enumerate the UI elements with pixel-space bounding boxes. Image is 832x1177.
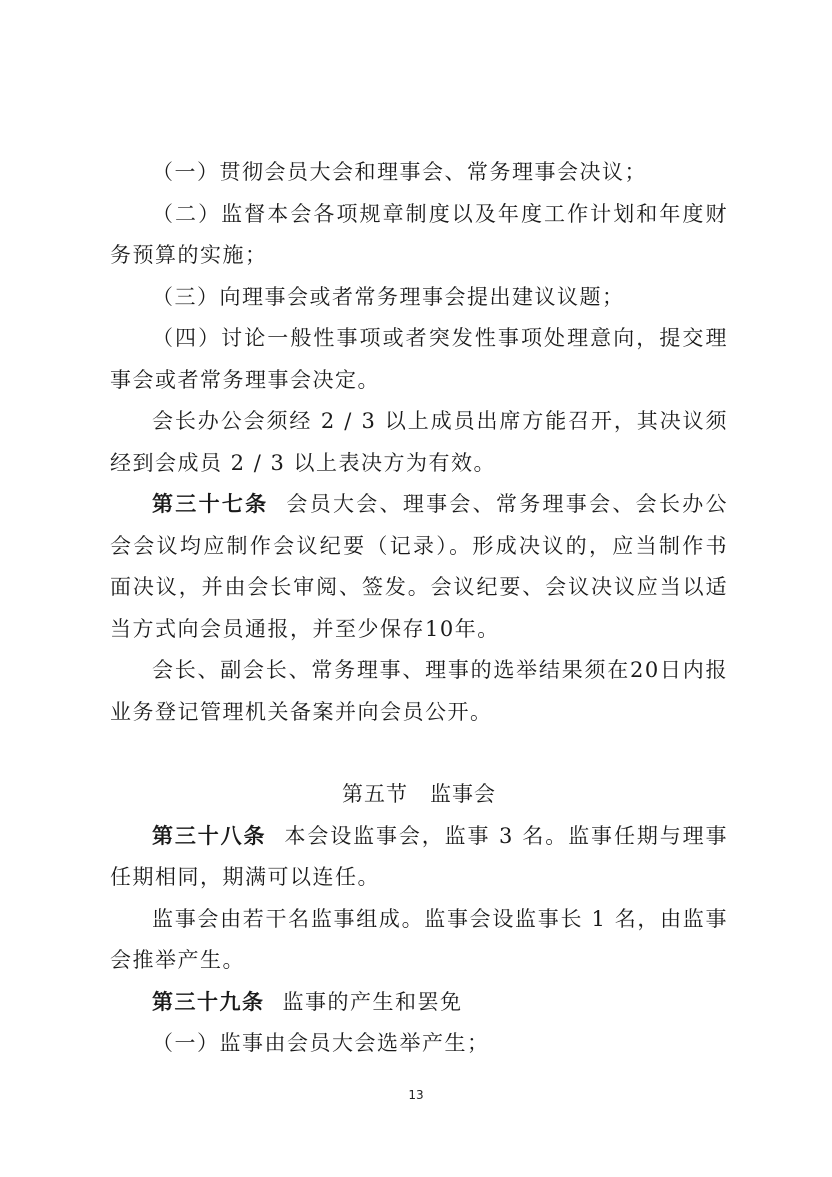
paragraph-item-4: （四）讨论一般性事项或者突发性事项处理意向，提交理事会或者常务理事会决定。	[110, 326, 728, 392]
article-37	[110, 484, 728, 650]
paragraph-supervisor-election: （一）监事由会员大会选举产生；	[152, 1031, 490, 1055]
article-39-text: 监事的产生和罢免	[282, 989, 463, 1014]
section-heading	[110, 774, 728, 816]
paragraph-item-2: （二）监督本会各项规章制度以及年度工作计划和年度财务预算的实施；	[110, 201, 728, 267]
article-38-text: 本会设监事会，监事 3 名。监事任期与理事任期相同，期满可以连任。	[110, 823, 728, 889]
article-38-title: 第三十八条	[152, 823, 267, 848]
paragraph-election-results: 会长、副会长、常务理事、理事的选举结果须在20日内报业务登记管理机关备案并向会员公开。	[110, 658, 728, 724]
paragraph-supervisory-board: 监事会由若干名监事组成。监事会设监事长 1 名，由监事会推举产生。	[110, 906, 728, 972]
page-body	[110, 152, 728, 1065]
article-39-title: 第三十九条	[152, 989, 265, 1014]
paragraph-item-1: （一）贯彻会员大会和理事会、常务理事会决议；	[152, 160, 647, 184]
section-number: 第五节	[342, 782, 408, 806]
article-38	[110, 816, 728, 899]
page-number: 13	[408, 1088, 424, 1102]
article-37-title: 第三十七条	[152, 492, 269, 516]
paragraph-quorum: 会长办公会须经 2 / 3 以上成员出席方能召开，其决议须经到会成员 2 / 3 以上表决方为有效。	[110, 409, 728, 475]
article-39	[110, 982, 728, 1024]
section-name: 监事会	[430, 782, 496, 806]
article-37-text: 会员大会、理事会、常务理事会、会长办公会会议均应制作会议纪要（记录）。形成决议的，应当制作书面决议，并由会长审阅、签发。会议纪要、会议决议应当以适当方式向会员通报，并至少保存10年。	[110, 492, 729, 641]
paragraph-item-3: （三）向理事会或者常务理事会提出建议议题；	[152, 284, 625, 309]
